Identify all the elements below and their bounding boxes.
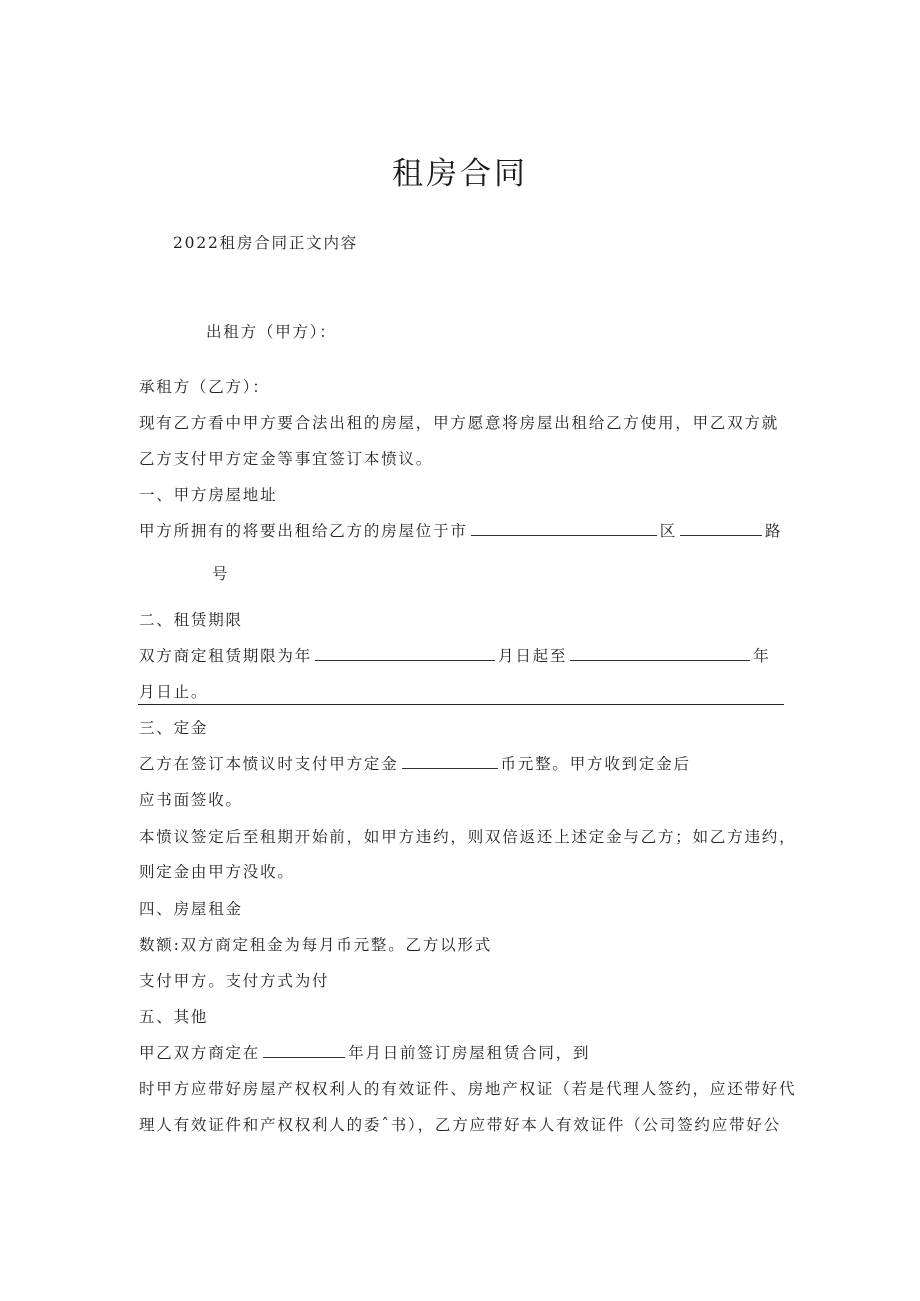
intro-line-2: 乙方支付甲方定金等事宜签订本愤议。: [139, 450, 434, 468]
section-2-heading: 二、租赁期限: [139, 611, 243, 629]
other-line-3: 理人有效证件和产权权利人的委ˆ书），乙方应带好本人有效证件（公司签约应带好公: [139, 1116, 781, 1134]
other-text-b: 年月日前签订房屋租赁合同，到: [348, 1044, 591, 1062]
section-3-heading: 三、定金: [139, 719, 209, 737]
district-blank[interactable]: [680, 521, 762, 536]
other-text-a: 甲乙双方商定在: [139, 1044, 261, 1062]
address-text-road: 路: [765, 522, 783, 540]
section-1-heading: 一、甲方房屋地址: [139, 486, 278, 504]
address-text-district: 区: [659, 522, 678, 540]
rent-line-2: 支付甲方。支付方式为付: [139, 972, 330, 990]
rent-line-1: 数额:双方商定租金为每月币元整。乙方以形式: [139, 936, 493, 954]
lessee-line: 承租方（乙方）：: [139, 378, 270, 396]
deposit-line-3: 本愤议签定后至租期开始前，如甲方违约，则双倍返还上述定金与乙方；如乙方违约，: [139, 828, 797, 846]
intro-line-1: 现有乙方看中甲方要合法出租的房屋，甲方愿意将房屋出租给乙方使用，甲乙双方就: [139, 414, 780, 432]
other-line-1: [139, 1043, 590, 1063]
term-text-end: 年: [753, 647, 771, 665]
deposit-line: [139, 754, 691, 774]
section-4-heading: 四、房屋租金: [139, 900, 243, 918]
divider: [138, 704, 784, 705]
term-line-2: 月日止。: [139, 683, 209, 701]
address-text-city: 甲方所拥有的将要出租给乙方的房屋位于市: [139, 522, 468, 540]
start-year-blank[interactable]: [315, 646, 495, 661]
term-text-start: 双方商定租赁期限为年: [139, 647, 313, 665]
end-year-blank[interactable]: [570, 646, 750, 661]
sign-date-blank[interactable]: [263, 1043, 345, 1058]
deposit-text-a: 乙方在签订本愤议时支付甲方定金: [139, 755, 399, 773]
page-title: 租房合同: [392, 156, 528, 192]
other-line-2: 时甲方应带好房屋产权权利人的有效证件、房地产权证（若是代理人签约，应还带好代: [139, 1080, 797, 1098]
deposit-line-4: 则定金由甲方没收。: [139, 863, 295, 881]
deposit-text-b: 币元整。甲方收到定金后: [500, 755, 691, 773]
deposit-line-2: 应书面签收。: [139, 791, 243, 809]
term-line: [139, 646, 771, 666]
deposit-amount-blank[interactable]: [402, 754, 498, 769]
city-blank[interactable]: [471, 521, 657, 536]
subtitle: 2022租房合同正文内容: [173, 234, 359, 252]
lessor-line: 出租方（甲方）：: [206, 323, 337, 341]
term-text-mid: 月日起至: [498, 647, 568, 665]
address-line: [139, 521, 782, 541]
address-number: 号: [212, 565, 230, 583]
section-5-heading: 五、其他: [139, 1008, 209, 1026]
